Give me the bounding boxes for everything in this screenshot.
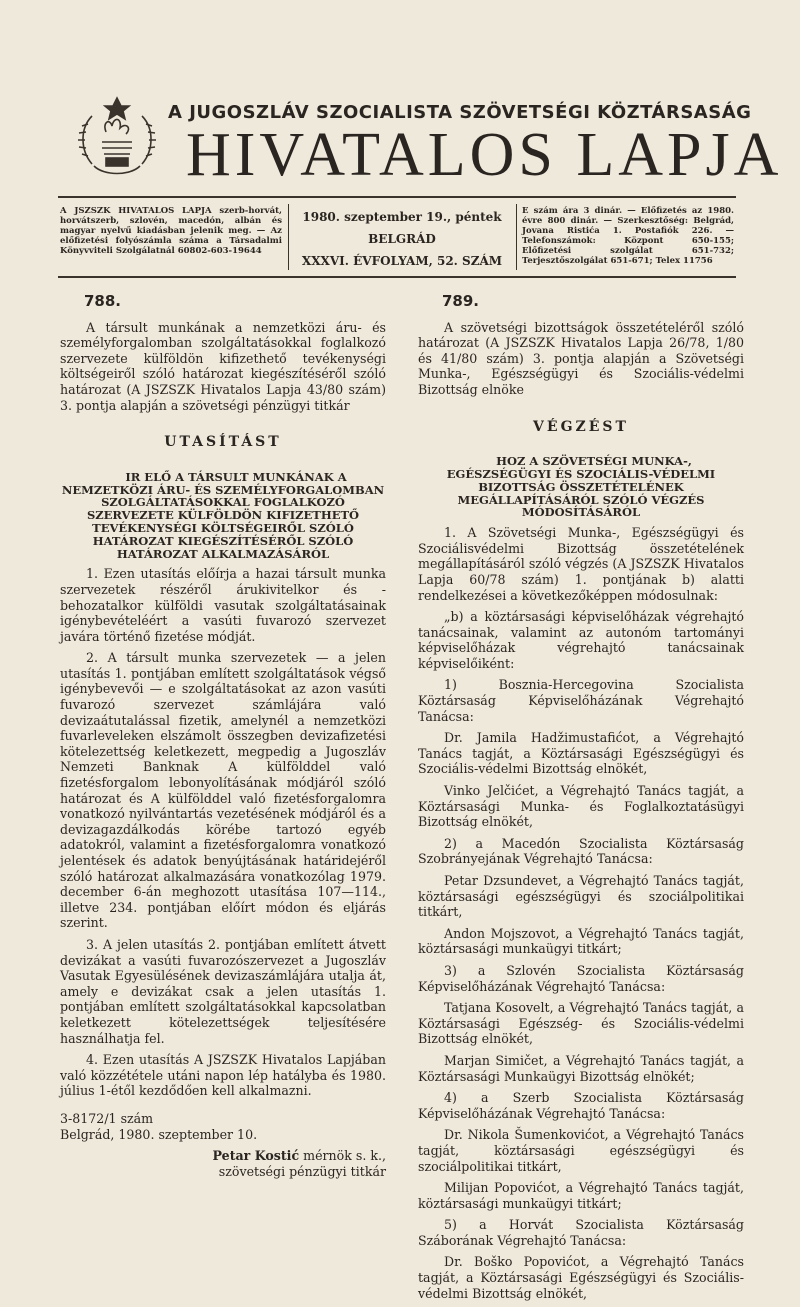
masthead-separator [516,204,517,270]
issue-info [292,206,512,272]
article-heading: VÉGZÉST [533,418,629,435]
issue-date: 1980. szeptember 19., péntek [302,210,502,224]
paragraph: „b) a köztársasági képviselőházak végrehajtó tanácsainak, valamint az autonóm tartományi képviselőházak végrehajtó tanácsainak képviselőiként: [418,609,744,671]
signature-line [60,1148,386,1179]
paragraph: Marjan Simičet, a Végrehajtó Tanács tagját, a Köztársasági Munkaügyi Bizottság elnökét; [418,1052,744,1084]
article-heading: UTASÍTÁST [164,434,282,451]
article-intro: A társult munkának a nemzetközi áru- és személyforgalomban szolgáltatásokkal foglalkozó szervezete külföldön kifizethető tevékenységi költségeiről szóló határozat kiegészítéséről szóló határozat (A JSZSZK Hivatalos Lapja 43/80 szám) 3. pontja alapján a szövetségi pénzügyi titkár [60,319,386,413]
masthead-separator [288,204,289,270]
issue-number: XXXVI. ÉVFOLYAM, 52. SZÁM [301,254,503,268]
paragraph: 3. A jelen utasítás 2. pontjában említett átvett devizákat a vasúti fuvarozószervezet a Jugoszláv Vasutak Egyesülésének devizaszámlájára utalja át, amely e devizákat csak a jelen utasítás 1. pontjában említett szolgáltatásokkal kapcsolatban keletkezett kötelezettségek teljesítésére használhatja fel. [60,936,386,1046]
reference-number: 3-8172/1 szám [60,1110,154,1126]
paragraph: Vinko Jelčićet, a Végrehajtó Tanács tagját, a Köztársasági Munka- és Foglalkoztatásügyi Bizottság elnökét, [418,783,744,830]
paragraph: 2. A társult munka szervezetek — a jelen utasítás 1. pontjában említett szolgáltatások végső igénybevevői — e szolgáltatásokat az azon vasúti fuvarozó szervezet számlájára való devizaátutalással fizetik, amelynél a nemzetközi fuvarleveleken elszámolt összegben devizafizetési kötelezettség keletkezett, megpedig a Jugoszláv Nemzeti Banknak A külfölddel való fizetésforgalom lebonyolításának módjáról szóló határozat és A külfölddel való fizetésforgalomra vonatkozó nyilvántartás vezetésének módjáról és a devizagazdálkodás körébe tartozó egyéb adatokról, valamint a fizetésforgalomra vonatkozó jelentések és adatok benyújtásának határidejéről szóló határozat alkalmazására vonatkozólag 1979. december 6-án meghozott utasítása 107—114., illetve 234. pontjában előírt módon és eljárás szerint. [60,650,386,931]
article-789 [418,294,744,1307]
signer-name: Petar Kostić [212,1148,300,1164]
paragraph: Milijan Popovićot, a Végrehajtó Tanács tagját, köztársasági munkaügyi titkárt; [418,1180,744,1211]
paragraph: Petar Dzsundevet, a Végrehajtó Tanács tagját, köztársasági egészségügyi és szociálpolitikai titkárt, [418,873,744,920]
article-subheading: HOZ A SZÖVETSÉGI MUNKA-, EGÉSZSÉGÜGYI ÉS SZOCIÁLIS-VÉDELMI BIZOTTSÁG ÖSSZETÉTELÉNEK MEGÁLLAPÍTÁSÁRÓL SZÓLÓ VÉGZÉS MÓDOSÍTÁSÁRÓL [446,454,716,520]
masthead-title: HIVATALOS LAPJA [186,121,783,189]
paragraph: Dr. Nikola Šumenkovićot, a Végrehajtó Tanács tagját, köztársasági egészségügyi és szociálpolitikai titkárt, [418,1127,744,1174]
paragraph: 1. Ezen utasítás előírja a hazai társult munka szervezetek részéről árukivitelkor és -behozatalkor külföldi vasutak szolgáltatásainak igénybevételéért a vasúti fuvarozó szervezet javára történő fizetése módját. [60,566,386,644]
state-emblem-icon [72,92,162,182]
price-contact-info: E szám ára 3 dinár. — Előfizetés az 1980. évre 800 dinár. — Szerkesztőség: Belgrád, Jovana Ristića 1. Postafiók 226. — Telefonszámok: Központ 650-155; Előfizetési szolgálat 651-732; Terjesztőszolgálat 651-671; Telex 11756 [522,206,734,266]
paragraph: 1. A Szövetségi Munka-, Egészségügyi és Szociálisvédelmi Bizottság összetételének megállapításáról szóló végzés (A JSZSZK Hivatalos Lapja 60/78 szám) 1. pontjának b) alatti rendelkezései a következőképpen módosulnak: [418,525,744,603]
article-subheading: IR ELŐ A TÁRSULT MUNKÁNAK A NEMZETKÖZI ÁRU- ÉS SZEMÉLYFORGALOMBAN SZOLGÁLTATÁSOKKAL FOGLALKOZÓ SZERVEZETE KÜLFÖLDÖN KIFIZETHETŐ TEVÉKENYSÉGI KÖLTSÉGEIRŐL SZÓLÓ HATÁROZAT KIEGÉSZÍTÉSÉRŐL SZÓLÓ HATÁROZAT ALKALMAZÁSÁRÓL [61,469,385,561]
signer-position: szövetségi pénzügyi titkár [218,1163,386,1179]
article-number: 789. [442,292,480,310]
place-date: Belgrád, 1980. szeptember 10. [60,1126,258,1142]
article-788 [60,294,386,1185]
paragraph: 5) a Horvát Szocialista Köztársaság Száborának Végrehajtó Tanácsa: [418,1217,744,1248]
masthead-pre-title: A JUGOSZLÁV SZOCIALISTA SZÖVETSÉGI KÖZTÁRSASÁG [168,102,752,123]
paragraph: 4) a Szerb Szocialista Köztársaság Képviselőházának Végrehajtó Tanácsa: [418,1090,744,1121]
masthead-rule-top [58,196,736,198]
publication-info: A JSZSZK HIVATALOS LAPJA szerb-horvát, horvátszerb, szlovén, macedón, albán és magyar nyelvű kiadásban jelenik meg. — Az előfizetési folyószámla száma a Társadalmi Könyvviteli Szolgálatnál 60802-603-19644 [60,206,282,256]
paragraph: Tatjana Kosovelt, a Végrehajtó Tanács tagját, a Köztársasági Egészség- és Szociális-védelmi Bizottság elnökét, [418,1000,744,1047]
paragraph: 3) a Szlovén Szocialista Köztársaság Képviselőházának Végrehajtó Tanácsa: [418,962,744,994]
signer-title: mérnök s. k., [303,1148,386,1164]
paragraph: 2) a Macedón Szocialista Köztársaság Szobrányejának Végrehajtó Tanácsa: [418,835,744,867]
issue-city: BELGRÁD [368,232,436,246]
paragraph: 1) Bosznia-Hercegovina Szocialista Köztársaság Képviselőházának Végrehajtó Tanácsa: [418,677,744,724]
paragraph: Dr. Jamila Hadžimustafićot, a Végrehajtó Tanács tagját, a Köztársasági Egészségügyi és Szociális-védelmi Bizottság elnökét, [418,730,744,777]
masthead-rule-bottom [58,276,736,278]
paragraph: Andon Mojszovot, a Végrehajtó Tanács tagját, köztársasági munkaügyi titkárt; [418,925,744,957]
paragraph: 4. Ezen utasítás A JSZSZK Hivatalos Lapjában való közzététele utáni napon lép hatályba és 1980. július 1-étől kezdődően kell alkalmazni. [60,1052,386,1099]
article-intro: A szövetségi bizottságok összetételéről szóló határozat (A JSZSZK Hivatalos Lapja 26/78, 1/80 és 41/80 szám) 3. pontja alapján a Szövetségi Munka-, Egészségügyi és Szociális-védelmi Bizottság elnöke [418,319,744,397]
article-number: 788. [84,292,122,310]
paragraph: Dr. Boško Popovićot, a Végrehajtó Tanács tagját, a Köztársasági Egészségügyi és Szociális-védelmi Bizottság elnökét, [418,1254,744,1301]
